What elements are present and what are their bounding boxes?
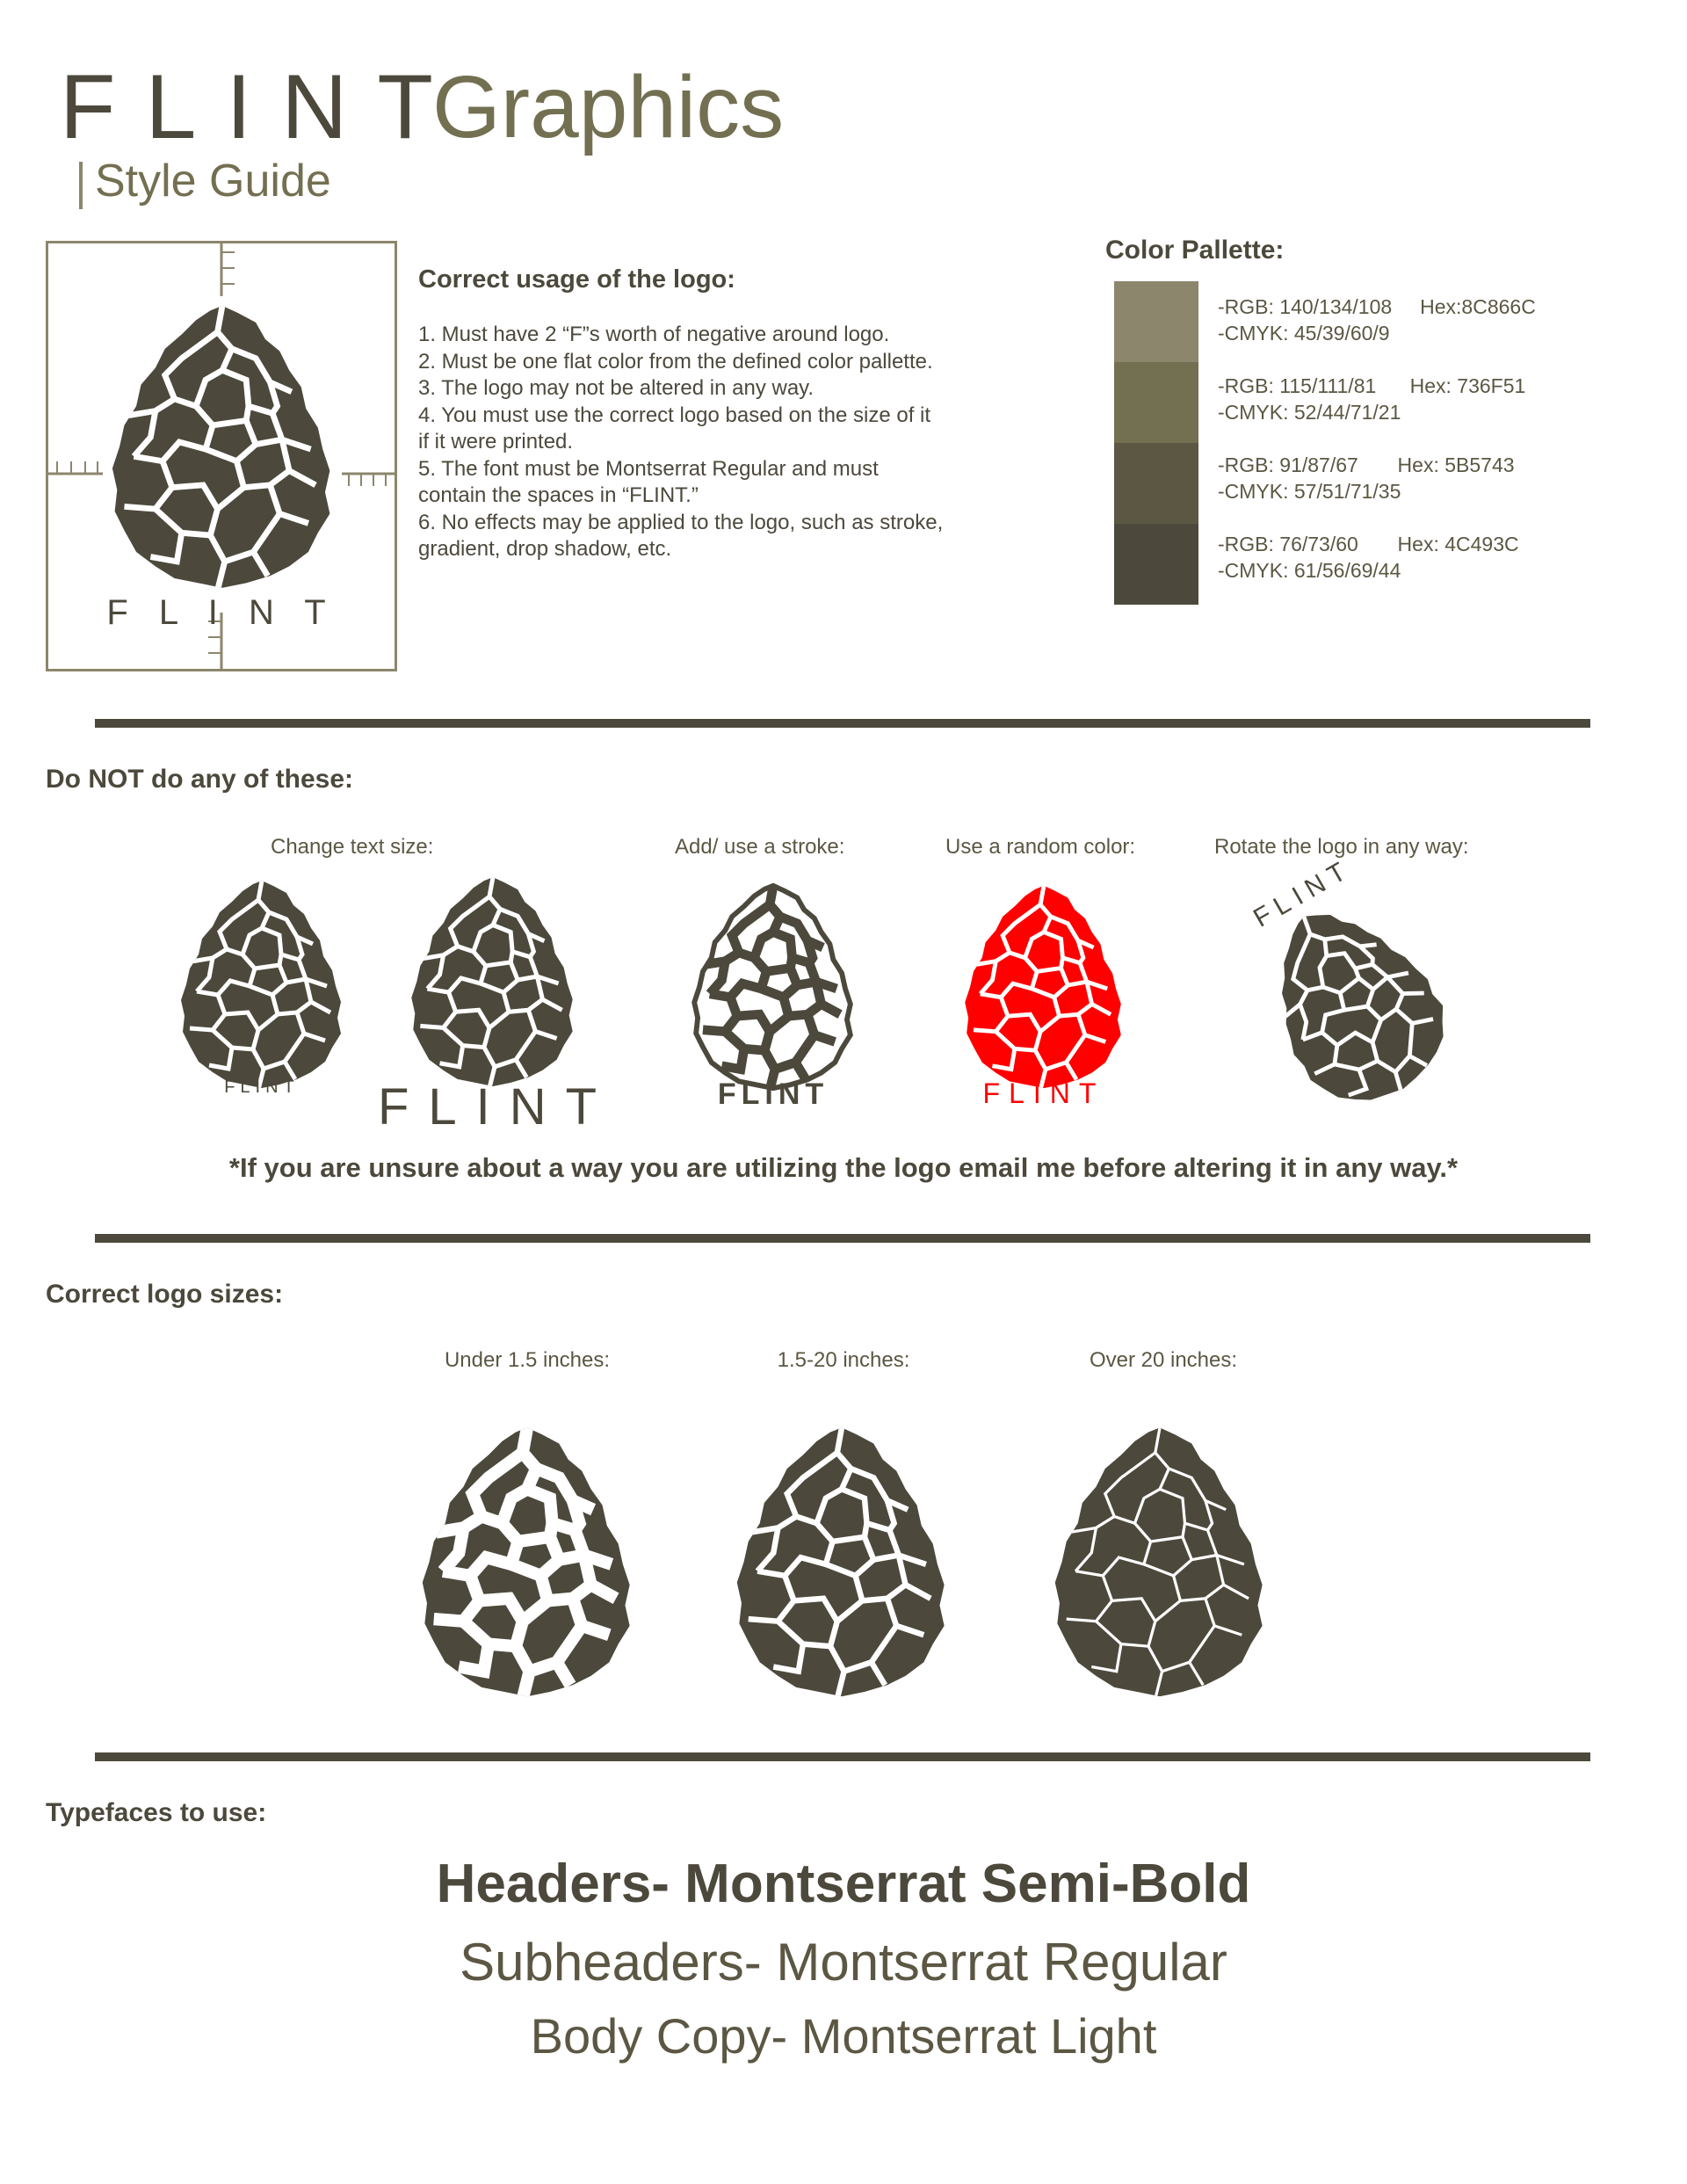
usage-rule: 6. No effects may be applied to the logo, such as stroke, gradient, drop shadow, etc. [418, 510, 944, 561]
wordmark-large: FLINT [378, 1078, 617, 1136]
caption-size-medium: 1.5-20 inches: [777, 1348, 910, 1372]
logo-size-small [413, 1419, 641, 1703]
color-spec-cmyk: -CMYK: 52/44/71/21 [1218, 401, 1401, 424]
usage-rule: 4. You must use the correct logo based on the size of it if it were printed. [418, 403, 931, 453]
typeface-subheaders: Subheaders- Montserrat Regular [460, 1933, 1227, 1992]
color-spec-cmyk: -CMYK: 61/56/69/44 [1218, 559, 1401, 582]
wordmark-red: FLINT [982, 1077, 1105, 1109]
logo-clearspace-box [46, 241, 397, 671]
color-swatch [1114, 362, 1198, 443]
section-divider [95, 1752, 1590, 1761]
color-spec-rgb: -RGB: 140/134/108 Hex:8C866C [1218, 295, 1536, 318]
typefaces-title: Typefaces to use: [46, 1798, 267, 1827]
page-subtitle: Style Guide [95, 156, 331, 207]
caption-stroke: Add/ use a stroke: [675, 835, 845, 859]
logo-small-text-example [174, 874, 350, 1093]
section-divider [95, 1234, 1590, 1243]
color-spec-rgb: -RGB: 76/73/60 Hex: 4C493C [1218, 533, 1519, 555]
usage-note: *If you are unsure about a way you are utilizing the logo email me before altering it in any way.* [228, 1152, 1459, 1183]
sizes-title: Correct logo sizes: [46, 1280, 284, 1309]
usage-rule: 1. Must have 2 “F”s worth of negative around logo. [418, 323, 890, 346]
logo-red-example [958, 879, 1130, 1093]
color-swatch [1114, 443, 1198, 524]
usage-rules-list [418, 322, 945, 563]
section-divider [95, 719, 1590, 728]
usage-rule: 3. The logo may not be altered in any way. [418, 376, 815, 400]
wordmark-small: FLINT [224, 1077, 300, 1097]
donts-title: Do NOT do any of these: [46, 765, 354, 794]
usage-rule: 2. Must be one flat color from the defined color pallette. [418, 349, 933, 374]
brand-graphics: Graphics [432, 58, 785, 156]
color-spec-rgb: -RGB: 115/111/81 Hex: 736F51 [1218, 374, 1526, 397]
wordmark-bold: FLINT [717, 1077, 829, 1111]
brand-flint: FLINT [60, 56, 463, 158]
color-spec-cmyk: -CMYK: 45/39/60/9 [1218, 322, 1390, 345]
color-spec-rgb: -RGB: 91/87/67 Hex: 5B5743 [1218, 453, 1515, 476]
caption-text-size: Change text size: [271, 835, 434, 859]
logo-wordmark: F L I N T [106, 593, 337, 632]
caption-size-large: Over 20 inches: [1089, 1348, 1238, 1372]
logo-size-medium [728, 1419, 956, 1703]
color-spec-cmyk: -CMYK: 57/51/71/35 [1218, 480, 1401, 503]
caption-color: Use a random color: [945, 835, 1136, 859]
color-swatch [1114, 281, 1198, 362]
typeface-body: Body Copy- Montserrat Light [530, 2008, 1157, 2064]
usage-title: Correct usage of the logo: [418, 265, 735, 294]
logo-size-large [1046, 1419, 1274, 1703]
subtitle-bar [79, 162, 83, 209]
caption-size-small: Under 1.5 inches: [444, 1348, 611, 1372]
flint-logo-mark [103, 296, 342, 595]
palette-title: Color Pallette: [1105, 236, 1285, 265]
typeface-headers: Headers- Montserrat Semi-Bold [436, 1854, 1251, 1914]
wordmark-rotated: FLINT [1249, 853, 1358, 933]
color-swatch [1114, 524, 1198, 605]
logo-large-text-example [404, 870, 582, 1092]
usage-rule: 5. The font must be Montserrat Regular and must contain the spaces in “FLINT.” [418, 456, 879, 507]
caption-rotate: Rotate the logo in any way: [1214, 835, 1469, 859]
logo-stroke-example [687, 879, 859, 1093]
